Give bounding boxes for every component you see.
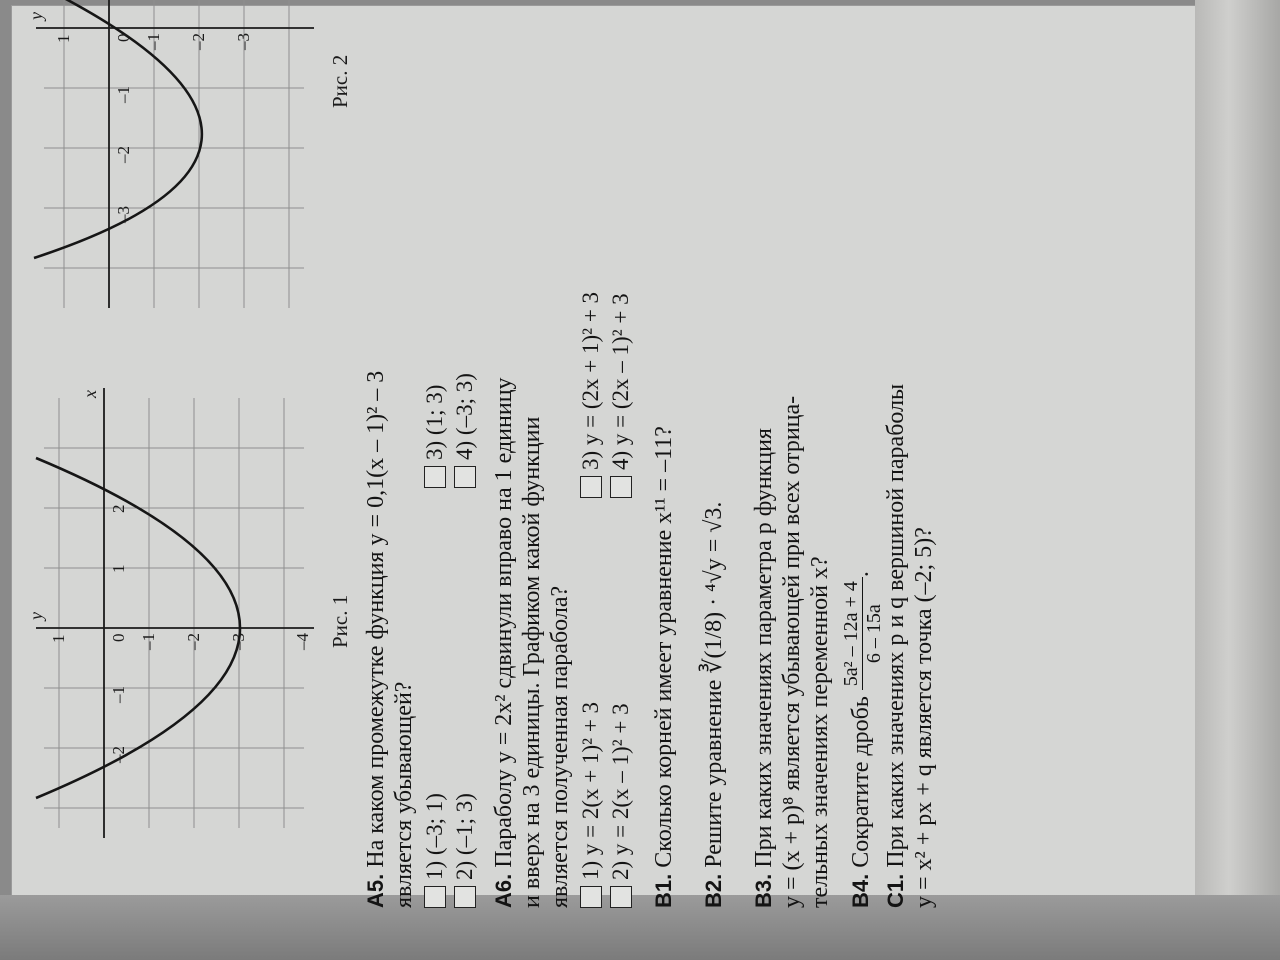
figure-2-y-tick: 1	[54, 34, 73, 43]
task-b2-label: В2.	[701, 873, 726, 908]
figure-2-graph	[24, 0, 324, 328]
figure-1-y-tick: –4	[293, 633, 312, 650]
task-a5	[362, 38, 418, 908]
a6-option-3[interactable]	[578, 292, 604, 498]
figure-2-y-tick: –2	[189, 33, 208, 50]
a6-option-3-label: 3) y = (2x + 1)² + 3	[578, 291, 603, 470]
figure-1-graph	[24, 368, 324, 868]
a5-option-3[interactable]	[422, 385, 448, 488]
a5-option-1[interactable]	[422, 793, 448, 908]
task-a6-label: А6.	[491, 873, 516, 908]
checkbox[interactable]	[610, 476, 632, 498]
figure-1-x-tick: 1	[109, 564, 128, 573]
a6-option-1-label: 1) y = 2(x + 1)² + 3	[578, 701, 603, 880]
checkbox[interactable]	[424, 466, 446, 488]
fraction-denominator: 6 – 15a	[863, 604, 885, 664]
task-a5-label: А5.	[363, 873, 388, 908]
task-c1-label: С1.	[883, 873, 908, 908]
task-c1-line-2: y = x² + px + q является точка (–2; 5)?	[911, 527, 937, 908]
a5-option-1-label: 1) (–3; 1)	[422, 793, 447, 880]
figure-2-x-tick: –3	[114, 206, 133, 223]
figure-1-y-label: y	[26, 612, 46, 620]
figure-1-x-tick: –2	[109, 746, 128, 763]
task-a6	[490, 38, 574, 908]
task-a6-line-2: и вверх на 3 единицы. Графиком какой функции	[519, 416, 545, 908]
task-b3-line-1: При каких значениях параметра p функция	[751, 428, 777, 868]
task-a5-text-2: является убывающей?	[391, 681, 417, 908]
task-b1	[650, 38, 678, 908]
figure-2-x-tick: –1	[114, 86, 133, 103]
rotated-page-content	[10, 0, 937, 908]
task-b3-line-3: тельных значениях переменной x?	[807, 556, 833, 908]
task-b1-text: Сколько корней имеет уравнение x¹¹ = –11?	[651, 426, 677, 868]
checkbox[interactable]	[454, 466, 476, 488]
figure-2-x-tick: –2	[114, 146, 133, 163]
book-spine-shadow	[1195, 0, 1280, 960]
figure-1-grid	[44, 398, 304, 828]
figure-2-grid	[44, 0, 304, 308]
task-b3-label: В3.	[751, 873, 776, 908]
figure-2-caption: Рис. 2	[328, 54, 352, 108]
checkbox[interactable]	[610, 886, 632, 908]
task-b3-line-2: y = (x + p)⁸ является убывающей при всех отрица-	[779, 395, 805, 908]
task-a5-text: На каком промежутке функция y = 0,1(x – 1)² – 3	[363, 370, 389, 868]
fraction-numerator: 5a² – 12a + 4	[840, 577, 863, 690]
task-c1	[882, 38, 938, 908]
figure-1-y-tick: –2	[184, 633, 203, 650]
figure-1-y-tick: 1	[49, 634, 68, 643]
a6-option-1[interactable]	[578, 702, 604, 908]
a6-option-2[interactable]	[608, 703, 634, 908]
figure-1-x-tick: 2	[109, 504, 128, 513]
figure-2-y-tick: –1	[144, 33, 163, 50]
task-b2	[700, 38, 728, 908]
figure-2-y-label: y	[26, 12, 46, 20]
task-b4-fraction	[840, 577, 885, 690]
checkbox[interactable]	[424, 886, 446, 908]
figure-1-y-tick: –3	[229, 633, 248, 650]
checkbox[interactable]	[580, 476, 602, 498]
figure-1-x-label: x	[80, 390, 100, 398]
task-b2-equation: ∛(1/8) · ⁴√y = √3.	[701, 501, 727, 674]
task-b2-text: Решите уравнение	[701, 679, 727, 868]
a5-option-4[interactable]	[452, 373, 478, 488]
a6-option-4-label: 4) y = (2x – 1)² + 3	[608, 293, 633, 470]
a5-option-2-label: 2) (–1; 3)	[452, 793, 477, 880]
task-b4-label: В4.	[848, 873, 874, 908]
a5-option-3-label: 3) (1; 3)	[422, 384, 447, 460]
task-b1-label: В1.	[651, 873, 676, 908]
task-b4-text: Сократите дробь	[848, 696, 875, 868]
a5-option-4-label: 4) (–3; 3)	[452, 373, 477, 460]
a5-option-2[interactable]	[452, 793, 478, 908]
figure-2-x-tick: 0	[114, 33, 133, 42]
figure-1-caption: Рис. 1	[328, 594, 352, 648]
figure-1-x-tick: 0	[109, 633, 128, 642]
task-a6-line-1: Параболу y = 2x² сдвинули вправо на 1 единицу	[491, 377, 517, 868]
task-c1-line-1: При каких значениях p и q вершиной параболы	[883, 383, 909, 868]
a6-option-2-label: 2) y = 2(x – 1)² + 3	[608, 703, 633, 880]
figure-1-y-tick: –1	[139, 633, 158, 650]
a6-option-4[interactable]	[608, 293, 634, 498]
figure-1-x-tick: –1	[109, 686, 128, 703]
task-b4: В4. Сократите дробь 5a² – 12a + 4 6 – 15a .	[840, 571, 885, 908]
checkbox[interactable]	[454, 886, 476, 908]
checkbox[interactable]	[580, 886, 602, 908]
task-a6-line-3: является полученная парабола?	[547, 585, 573, 908]
figure-2-y-tick: –3	[234, 33, 253, 50]
task-b3	[750, 38, 834, 908]
